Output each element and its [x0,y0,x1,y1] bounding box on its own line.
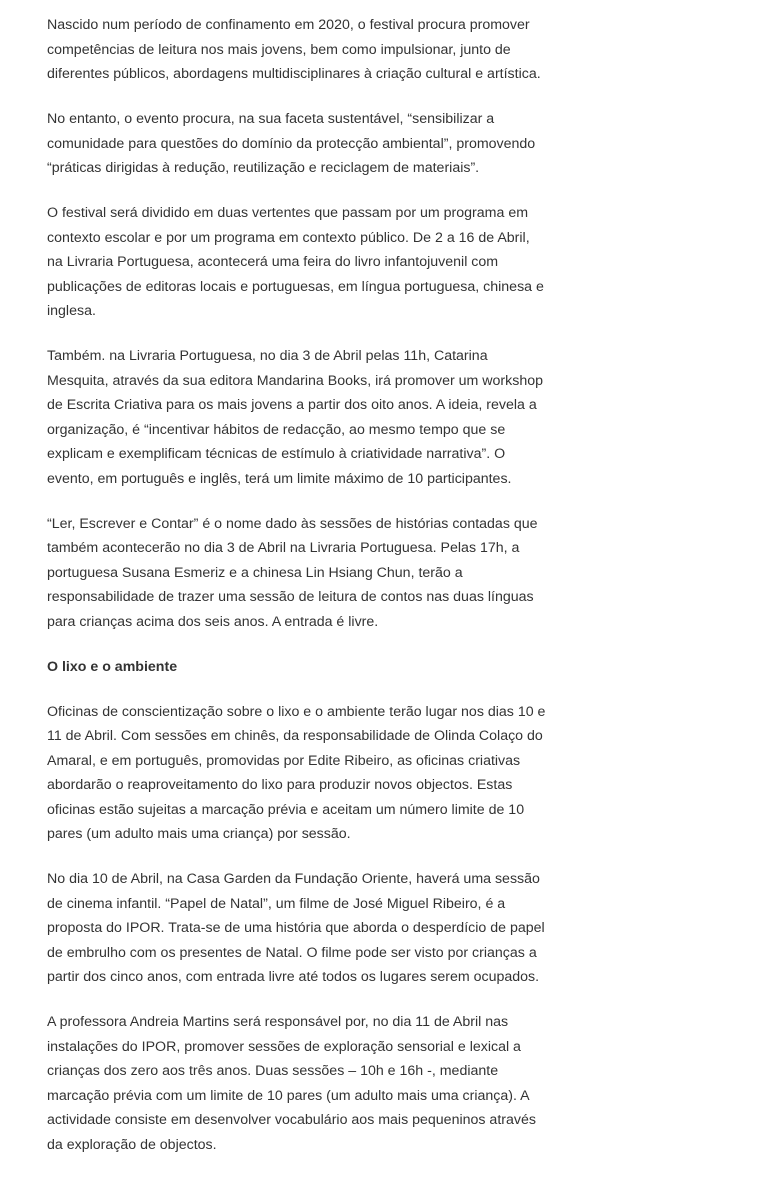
article-subheading: O lixo e o ambiente [47,658,178,675]
article-paragraph-5: “Ler, Escrever e Contar” é o nome dado às sessões de histórias contadas que também acontecerão no dia 3 de Abril na Livraria Portuguesa. Pelas 17h, a portuguesa Susana Esmeriz e a chinesa Lin Hsiang Chun, terão a responsabilidade de trazer uma sessão de leitura de contos nas duas línguas para crianças acima dos seis anos. A entrada é livre. [47,515,538,630]
article-body [47,13,547,1178]
article-paragraph-2: No entanto, o evento procura, na sua faceta sustentável, “sensibilizar a comunidade para questões do domínio da protecção ambiental”, promovendo “práticas dirigidas à redução, reutilização e reciclagem de materiais”. [47,111,536,176]
article-paragraph-1: Nascido num período de confinamento em 2020, o festival procura promover competências de leitura nos mais jovens, bem como impulsionar, junto de diferentes públicos, abordagens multidisciplinares à criação cultural e artística. [47,17,541,82]
article-paragraph-8: A professora Andreia Martins será responsável por, no dia 11 de Abril nas instalações do IPOR, promover sessões de exploração sensorial e lexical a crianças dos zero aos três anos. Duas sessões – 10h e 16h -, mediante marcação prévia com um limite de 10 pares (um adulto mais uma criança). A actividade consiste em desenvolver vocabulário aos mais pequeninos através da exploração de objectos. [47,1014,536,1153]
article-paragraph-3: O festival será dividido em duas vertentes que passam por um programa em contexto escolar e por um programa em contexto público. De 2 a 16 de Abril, na Livraria Portuguesa, acontecerá uma feira do livro infantojuvenil com publicações de editoras locais e portuguesas, em língua portuguesa, chinesa e inglesa. [47,205,544,319]
article-paragraph-6: Oficinas de conscientização sobre o lixo e o ambiente terão lugar nos dias 10 e 11 de Abril. Com sessões em chinês, da responsabilidade de Olinda Colaço do Amaral, e em português, promovidas por Edite Ribeiro, as oficinas criativas abordarão o reaproveitamento do lixo para produzir novos objectos. Estas oficinas estão sujeitas a marcação prévia e aceitam um número limite de 10 pares (um adulto mais uma criança) por sessão. [47,703,546,842]
article-paragraph-4: Também. na Livraria Portuguesa, no dia 3 de Abril pelas 11h, Catarina Mesquita, através da sua editora Mandarina Books, irá promover um workshop de Escrita Criativa para os mais jovens a partir dos oito anos. A ideia, revela a organização, é “incentivar hábitos de redacção, ao mesmo tempo que se explicam e exemplificam técnicas de estímulo à criatividade narrativa”. O evento, em português e inglês, terá um limite máximo de 10 participantes. [47,348,544,487]
article-paragraph-7: No dia 10 de Abril, na Casa Garden da Fundação Oriente, haverá uma sessão de cinema infantil. “Papel de Natal”, um filme de José Miguel Ribeiro, é a proposta do IPOR. Trata-se de uma história que aborda o desperdício de papel de embrulho com os presentes de Natal. O filme pode ser visto por crianças a partir dos cinco anos, com entrada livre até todos os lugares serem ocupados. [47,871,545,985]
